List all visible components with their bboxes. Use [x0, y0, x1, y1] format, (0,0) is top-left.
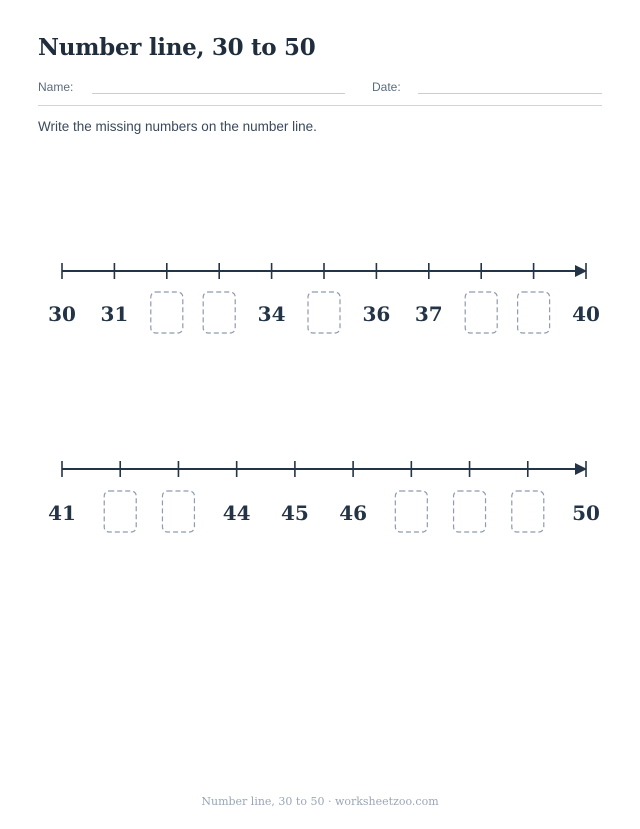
answer-box[interactable] [203, 292, 235, 333]
worksheet-title: Number line, 30 to 50 [38, 34, 316, 61]
answer-box[interactable] [395, 491, 427, 532]
number-label: 44 [222, 501, 251, 525]
date-label: Date: [372, 80, 401, 94]
number-label: 30 [48, 302, 76, 326]
number-label: 37 [414, 302, 443, 326]
footer: Number line, 30 to 50 · worksheetzoo.com [201, 795, 439, 808]
number-label: 34 [257, 302, 286, 326]
name-label: Name: [38, 80, 74, 94]
answer-box[interactable] [308, 292, 340, 333]
number-label: 36 [362, 302, 391, 326]
answer-box[interactable] [512, 491, 544, 532]
answer-box[interactable] [104, 491, 136, 532]
answer-box[interactable] [518, 292, 550, 333]
number-label: 50 [572, 501, 600, 525]
answer-box[interactable] [151, 292, 183, 333]
number-label: 45 [280, 501, 309, 525]
answer-box[interactable] [162, 491, 194, 532]
answer-box[interactable] [454, 491, 486, 532]
number-label: 40 [572, 302, 600, 326]
number-label: 31 [100, 302, 129, 326]
answer-box[interactable] [465, 292, 497, 333]
number-label: 46 [339, 501, 368, 525]
number-label: 41 [48, 501, 76, 525]
instructions: Write the missing numbers on the number line. [38, 119, 317, 134]
